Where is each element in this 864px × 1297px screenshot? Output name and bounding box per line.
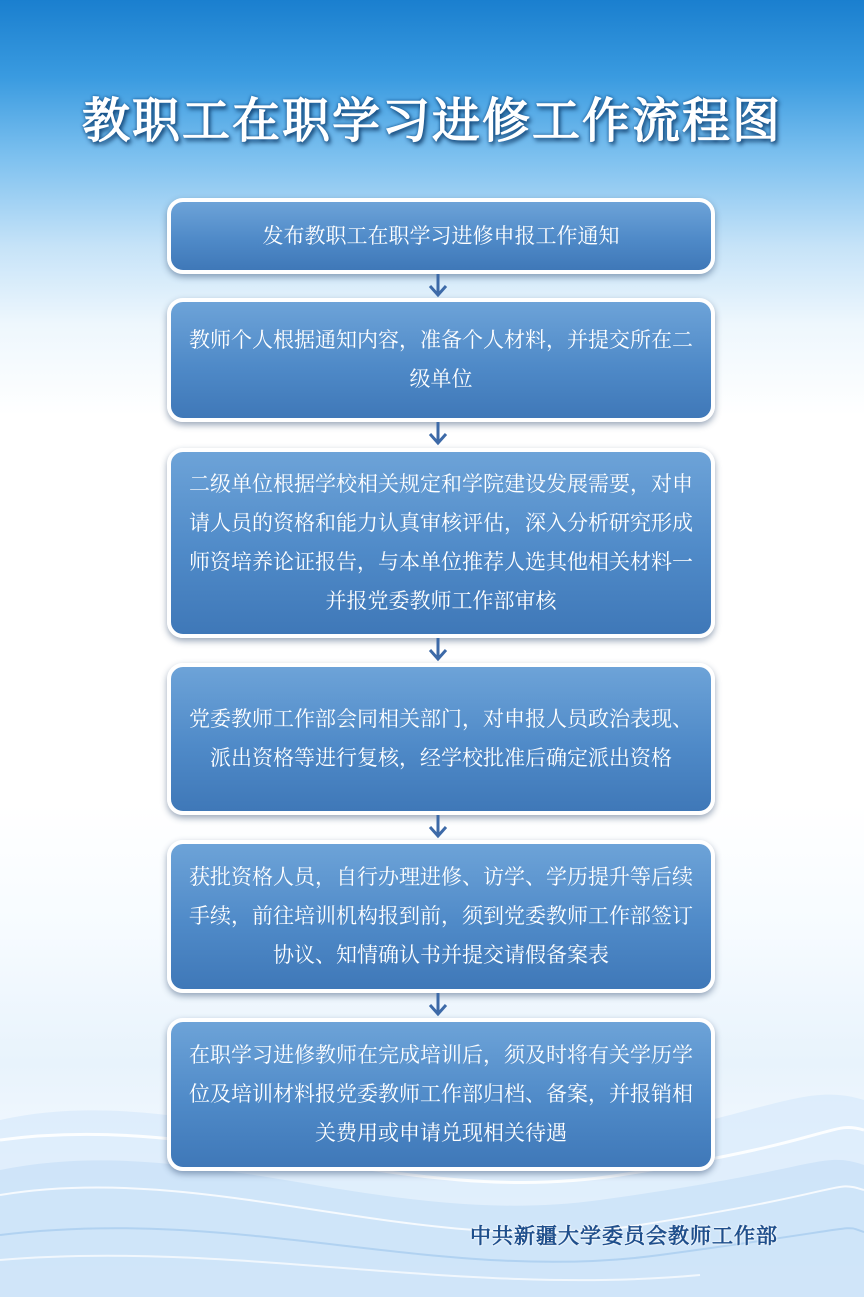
flow-step-6-text: 在职学习进修教师在完成培训后，须及时将有关学历学位及培训材料报党委教师工作部归档、备案，并报销相关费用或申请兑现相关待遇 <box>189 1043 693 1145</box>
issuer-footer: 中共新疆大学委员会教师工作部 <box>470 1224 778 1248</box>
flow-step-1 <box>167 198 715 274</box>
flow-step-1-text: 发布教职工在职学习进修申报工作通知 <box>262 223 620 248</box>
arrow-down-icon <box>427 274 449 298</box>
page-title: 教职工在职学习进修工作流程图 <box>81 93 782 149</box>
flow-step-2-text: 教师个人根据通知内容，准备个人材料，并提交所在二级单位 <box>189 328 693 391</box>
flow-step-4-text: 党委教师工作部会同相关部门，对申报人员政治表现、派出资格等进行复核，经学校批准后确定派出资格 <box>189 707 693 770</box>
arrow-down-icon <box>427 993 449 1017</box>
flow-step-3 <box>167 448 715 638</box>
flow-step-2 <box>167 298 715 422</box>
flow-step-6 <box>167 1018 715 1171</box>
flow-step-3-text: 二级单位根据学校相关规定和学院建设发展需要，对申请人员的资格和能力认真审核评估，深入分析研究形成师资培养论证报告，与本单位推荐人选其他相关材料一并报党委教师工作部审核 <box>189 472 693 613</box>
arrow-down-icon <box>427 422 449 446</box>
flow-step-5 <box>167 840 715 993</box>
flow-step-4 <box>167 663 715 815</box>
flow-step-5-text: 获批资格人员，自行办理进修、访学、学历提升等后续手续，前往培训机构报到前，须到党委教师工作部签订协议、知情确认书并提交请假备案表 <box>189 865 693 967</box>
arrow-down-icon <box>427 638 449 662</box>
arrow-down-icon <box>427 815 449 839</box>
